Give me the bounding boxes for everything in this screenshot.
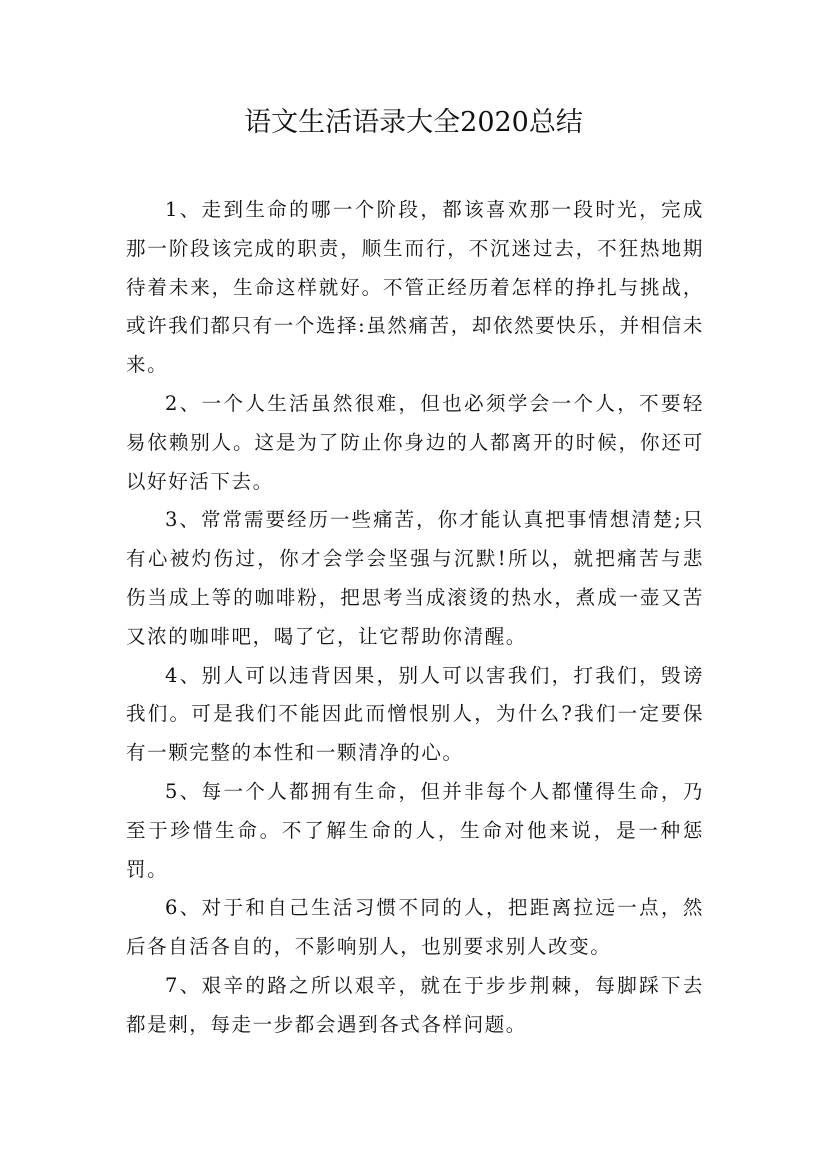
document-title: 语文生活语录大全2020总结 <box>244 107 583 138</box>
paragraph-2: 2、一个人生活虽然很难，但也必须学会一个人，不要轻易依赖别人。这是为了防止你身边的人都离开的时候，你还可以好好活下去。 <box>126 391 704 493</box>
paragraph-5: 5、每一个人都拥有生命，但并非每个人都懂得生命，乃至于珍惜生命。不了解生命的人，生命对他来说，是一种惩罚。 <box>126 779 704 881</box>
paragraph-3: 3、常常需要经历一些痛苦，你才能认真把事情想清楚;只有心被灼伤过，你才会学会坚强与沉默!所以，就把痛苦与悲伤当成上等的咖啡粉，把思考当成滚烫的热水，煮成一壶又苦又浓的咖啡吧，喝了它，让它帮助你清醒。 <box>126 508 704 648</box>
paragraph-7: 7、艰辛的路之所以艰辛，就在于步步荆棘，每脚踩下去都是刺，每走一步都会遇到各式各样问题。 <box>126 973 704 1036</box>
paragraph-4: 4、别人可以违背因果，别人可以害我们，打我们，毁谤我们。可是我们不能因此而憎恨别人，为什么?我们一定要保有一颗完整的本性和一颗清净的心。 <box>126 663 704 765</box>
paragraph-1: 1、走到生命的哪一个阶段，都该喜欢那一段时光，完成那一阶段该完成的职责，顺生而行，不沉迷过去，不狂热地期待着未来，生命这样就好。不管正经历着怎样的挣扎与挑战，或许我们都只有一个选择:虽然痛苦，却依然要快乐，并相信未来。 <box>126 198 704 377</box>
paragraph-6: 6、对于和自己生活习惯不同的人，把距离拉远一点，然后各自活各自的，不影响别人，也别要求别人改变。 <box>126 896 704 959</box>
document-body <box>126 191 704 1045</box>
